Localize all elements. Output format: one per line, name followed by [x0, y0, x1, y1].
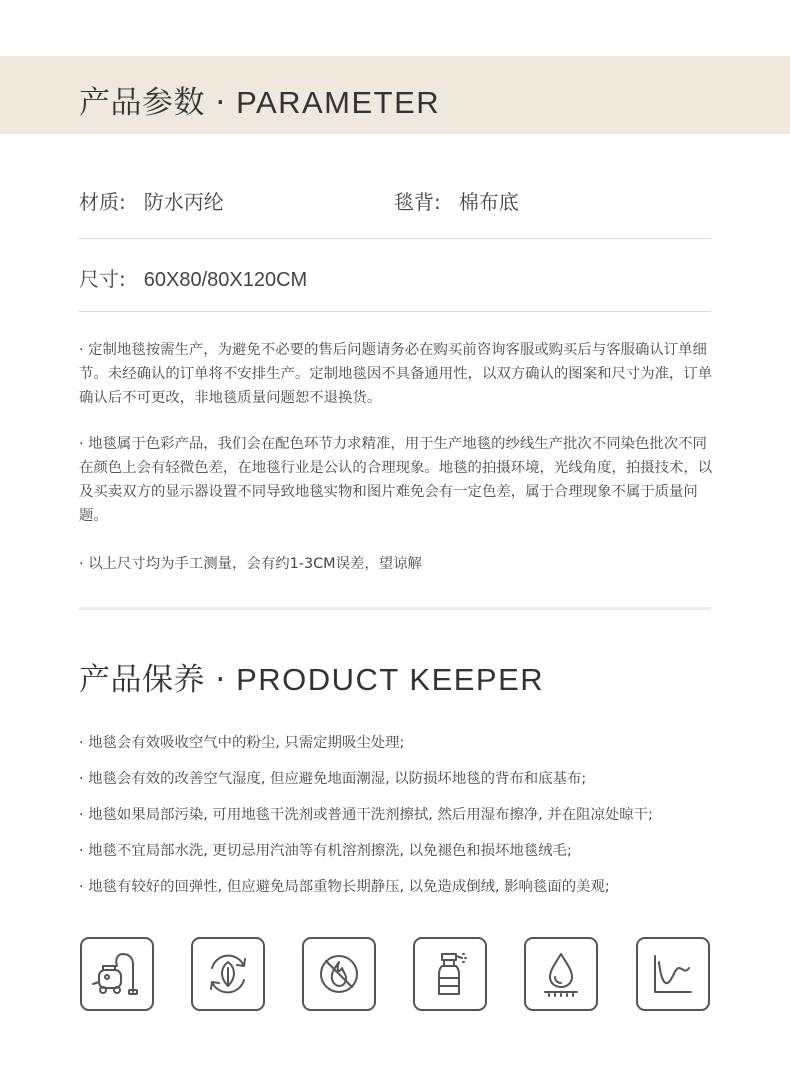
note-custom-order: · 定制地毯按需生产，为避免不必要的售后问题请务必在购买前咨询客服或购买后与客服确认订单细节。未经确认的订单将不安排生产。定制地毯因不具备通用性，以双方确认的图案和尺寸为准，订单确认后不可更改，非地毯质量问题恕不退换货。	[79, 342, 713, 406]
no-fire-icon	[302, 937, 376, 1011]
size-label: 尺寸:	[79, 267, 126, 291]
care-item: · 地毯不宜局部水洗, 更切忌用汽油等有机溶剂擦洗, 以免褪色和损坏地毯绒毛;	[79, 843, 572, 859]
note-size-tolerance: · 以上尺寸均为手工测量，会有约1-3CM误差，望谅解	[79, 556, 422, 572]
spray-bottle-icon	[413, 937, 487, 1011]
backing-row	[394, 186, 519, 215]
care-title-en: PRODUCT KEEPER	[236, 662, 545, 697]
care-section-title	[79, 654, 544, 699]
backing-label: 毯背:	[394, 190, 441, 214]
care-item: · 地毯有较好的回弹性, 但应避免局部重物长期静压, 以免造成倒绒, 影响毯面的美观;	[79, 879, 610, 895]
elasticity-curve-icon	[636, 937, 710, 1011]
care-item: · 地毯会有效吸收空气中的粉尘, 只需定期吸尘处理;	[79, 735, 405, 751]
care-item: · 地毯会有效的改善空气湿度, 但应避免地面潮湿, 以防损坏地毯的背布和底基布;	[79, 771, 587, 787]
section-divider	[79, 607, 711, 610]
vacuum-cleaner-icon	[80, 937, 154, 1011]
note-color-difference: · 地毯属于色彩产品，我们会在配色环节力求精准，用于生产地毯的纱线生产批次不同染色批次不同在颜色上会有轻微色差，在地毯行业是公认的合理现象。地毯的拍摄环境，光线角度，拍摄技术，以及买卖双方的显示器设置不同导致地毯实物和图片难免会有一定色差，属于合理现象不属于质量问题。	[79, 436, 713, 524]
parameter-title-separator: ·	[205, 85, 237, 121]
water-drop-icon	[524, 937, 598, 1011]
size-row	[79, 263, 307, 292]
care-item: · 地毯如果局部污染, 可用地毯干洗剂或普通干洗剂擦拭, 然后用湿布擦净, 并在阻凉处晾干;	[79, 807, 653, 823]
parameter-title-en: PARAMETER	[236, 85, 441, 120]
parameter-section-title	[79, 77, 440, 122]
material-label: 材质:	[79, 190, 126, 214]
backing-value: 棉布底	[458, 192, 519, 214]
care-title-separator: ·	[205, 662, 237, 698]
eco-recycle-leaf-icon	[191, 937, 265, 1011]
divider	[79, 311, 711, 312]
material-value: 防水丙纶	[143, 192, 224, 214]
parameter-title-cn: 产品参数	[79, 85, 205, 121]
size-value: 60X80/80X120CM	[143, 269, 308, 291]
divider	[79, 238, 711, 239]
care-title-cn: 产品保养	[79, 662, 205, 698]
material-row	[79, 186, 224, 215]
